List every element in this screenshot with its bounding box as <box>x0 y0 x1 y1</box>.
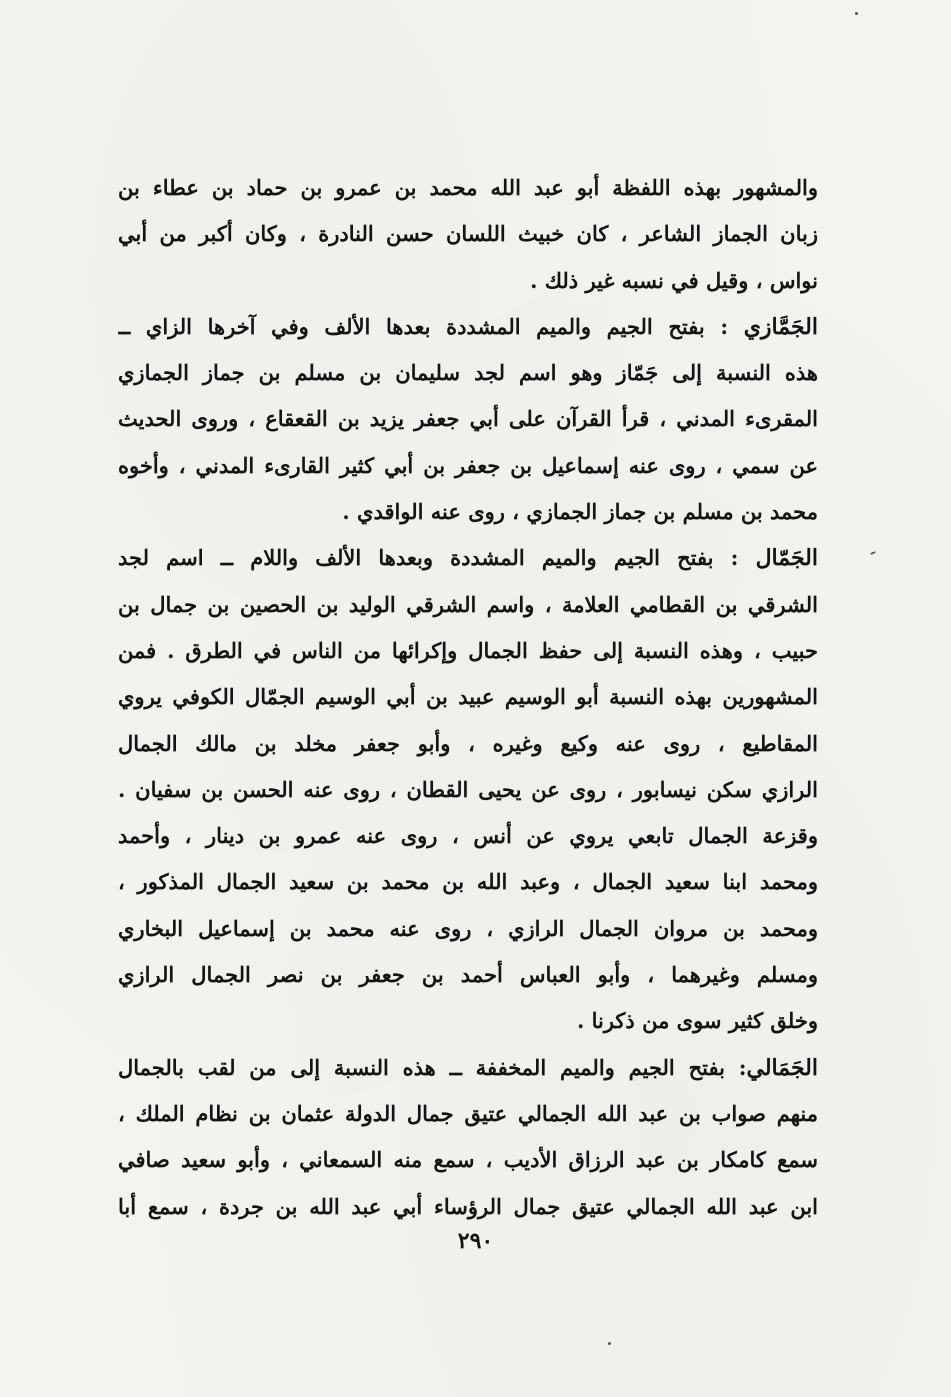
entry-jamali <box>118 1045 818 1230</box>
text-line: ومحمد ابنا سعيد الجمال ، وعبد الله بن محمد بن سعيد الجمال المذكور ، <box>118 869 818 895</box>
entry-heading-rest: : بفتح الجيم والميم المشددة وبعدها الألف واللام ــ اسم لجد <box>118 545 756 571</box>
text-line: وقزعة الجمال تابعي يروي عن أنس ، روى عنه عمرو بن دينار ، وأحمد <box>118 823 818 849</box>
entry-heading: الجَمَّازي <box>743 313 818 340</box>
text-line: وخلق كثير سوى من ذكرنا . <box>576 1008 818 1034</box>
text-line: محمد بن مسلم بن جماز الجمازي ، روى عنه الواقدي . <box>342 499 818 525</box>
text-line: المقرىء المدني ، قرأ القرآن على أبي جعفر يزيد بن القعقاع ، وروى الحديث <box>118 406 818 432</box>
text-line <box>118 304 818 350</box>
entry-jammazi <box>118 304 818 535</box>
entry-heading-rest: : بفتح الجيم والميم المشددة بعدها الألف وفي آخرها الزاي ــ <box>118 313 744 339</box>
text-line: ومحمد بن مروان الجمال الرازي ، روى عنه محمد بن إسماعيل البخاري <box>118 915 818 941</box>
page-body <box>118 165 818 1230</box>
scan-speck <box>608 1342 611 1345</box>
text-line: عن سمي ، روى عنه إسماعيل بن جعفر بن أبي كثير القارىء المدني ، وأخوه <box>118 452 818 478</box>
text-line: هذه النسبة إلى جَمّاز وهو اسم لجد سليمان بن مسلم بن جماز الجمازي <box>118 360 818 386</box>
text-line: ابن عبد الله الجمالي عتيق جمال الرؤساء أبي عبد الله بن جردة ، سمع أبا <box>118 1193 818 1219</box>
page-number: ٢٩٠ <box>457 1228 494 1254</box>
text-line <box>118 535 818 581</box>
entry-heading: الجَمّال <box>755 545 818 572</box>
text-line: المشهورين بهذه النسبة أبو الوسيم عبيد بن أبي الوسيم الجمّال الكوفي يروي <box>118 684 818 710</box>
text-line: حبيب ، وهذه النسبة إلى حفظ الجمال وإكرائها من الناس في الطرق . فمن <box>118 637 818 663</box>
text-line: والمشهور بهذه اللفظة أبو عبد الله محمد بن عمرو بن حماد بن عطاء بن <box>118 175 818 200</box>
text-line: منهم صواب بن عبد الله الجمالي عتيق جمال الدولة عثمان بن نظام الملك ، <box>118 1100 818 1126</box>
scan-speck <box>870 551 876 555</box>
text-line: ومسلم وغيرهما ، وأبو العباس أحمد بن جعفر بن نصر الجمال الرازي <box>118 962 818 988</box>
text-line: المقاطيع ، روى عنه وكيع وغيره ، وأبو جعفر مخلد بن مالك الجمال <box>118 730 818 756</box>
paragraph-intro <box>118 165 818 304</box>
entry-heading-rest: : بفتح الجيم والميم المخففة ــ هذه النسبة إلى من لقب بالجمال <box>118 1054 747 1080</box>
entry-jammal <box>118 535 818 1044</box>
entry-heading: الجَمَالي <box>746 1054 818 1081</box>
text-line: الشرقي بن القطامي العلامة ، واسم الشرقي الوليد بن الحصين بن جمال بن <box>118 591 818 617</box>
text-line: سمع كامكار بن عبد الرزاق الأديب ، سمع منه السمعاني ، وأبو سعيد صافي <box>118 1147 818 1173</box>
text-line: زبان الجماز الشاعر ، كان خبيث اللسان حسن النادرة ، وكان أكبر من أبي <box>118 221 818 247</box>
text-line: الرازي سكن نيسابور ، روى عن يحيى القطان ، روى عنه الحسن بن سفيان . <box>118 776 818 802</box>
text-line <box>118 1045 818 1091</box>
text-line: نواس ، وقيل في نسبه غير ذلك . <box>530 267 818 293</box>
scan-speck <box>855 12 858 15</box>
